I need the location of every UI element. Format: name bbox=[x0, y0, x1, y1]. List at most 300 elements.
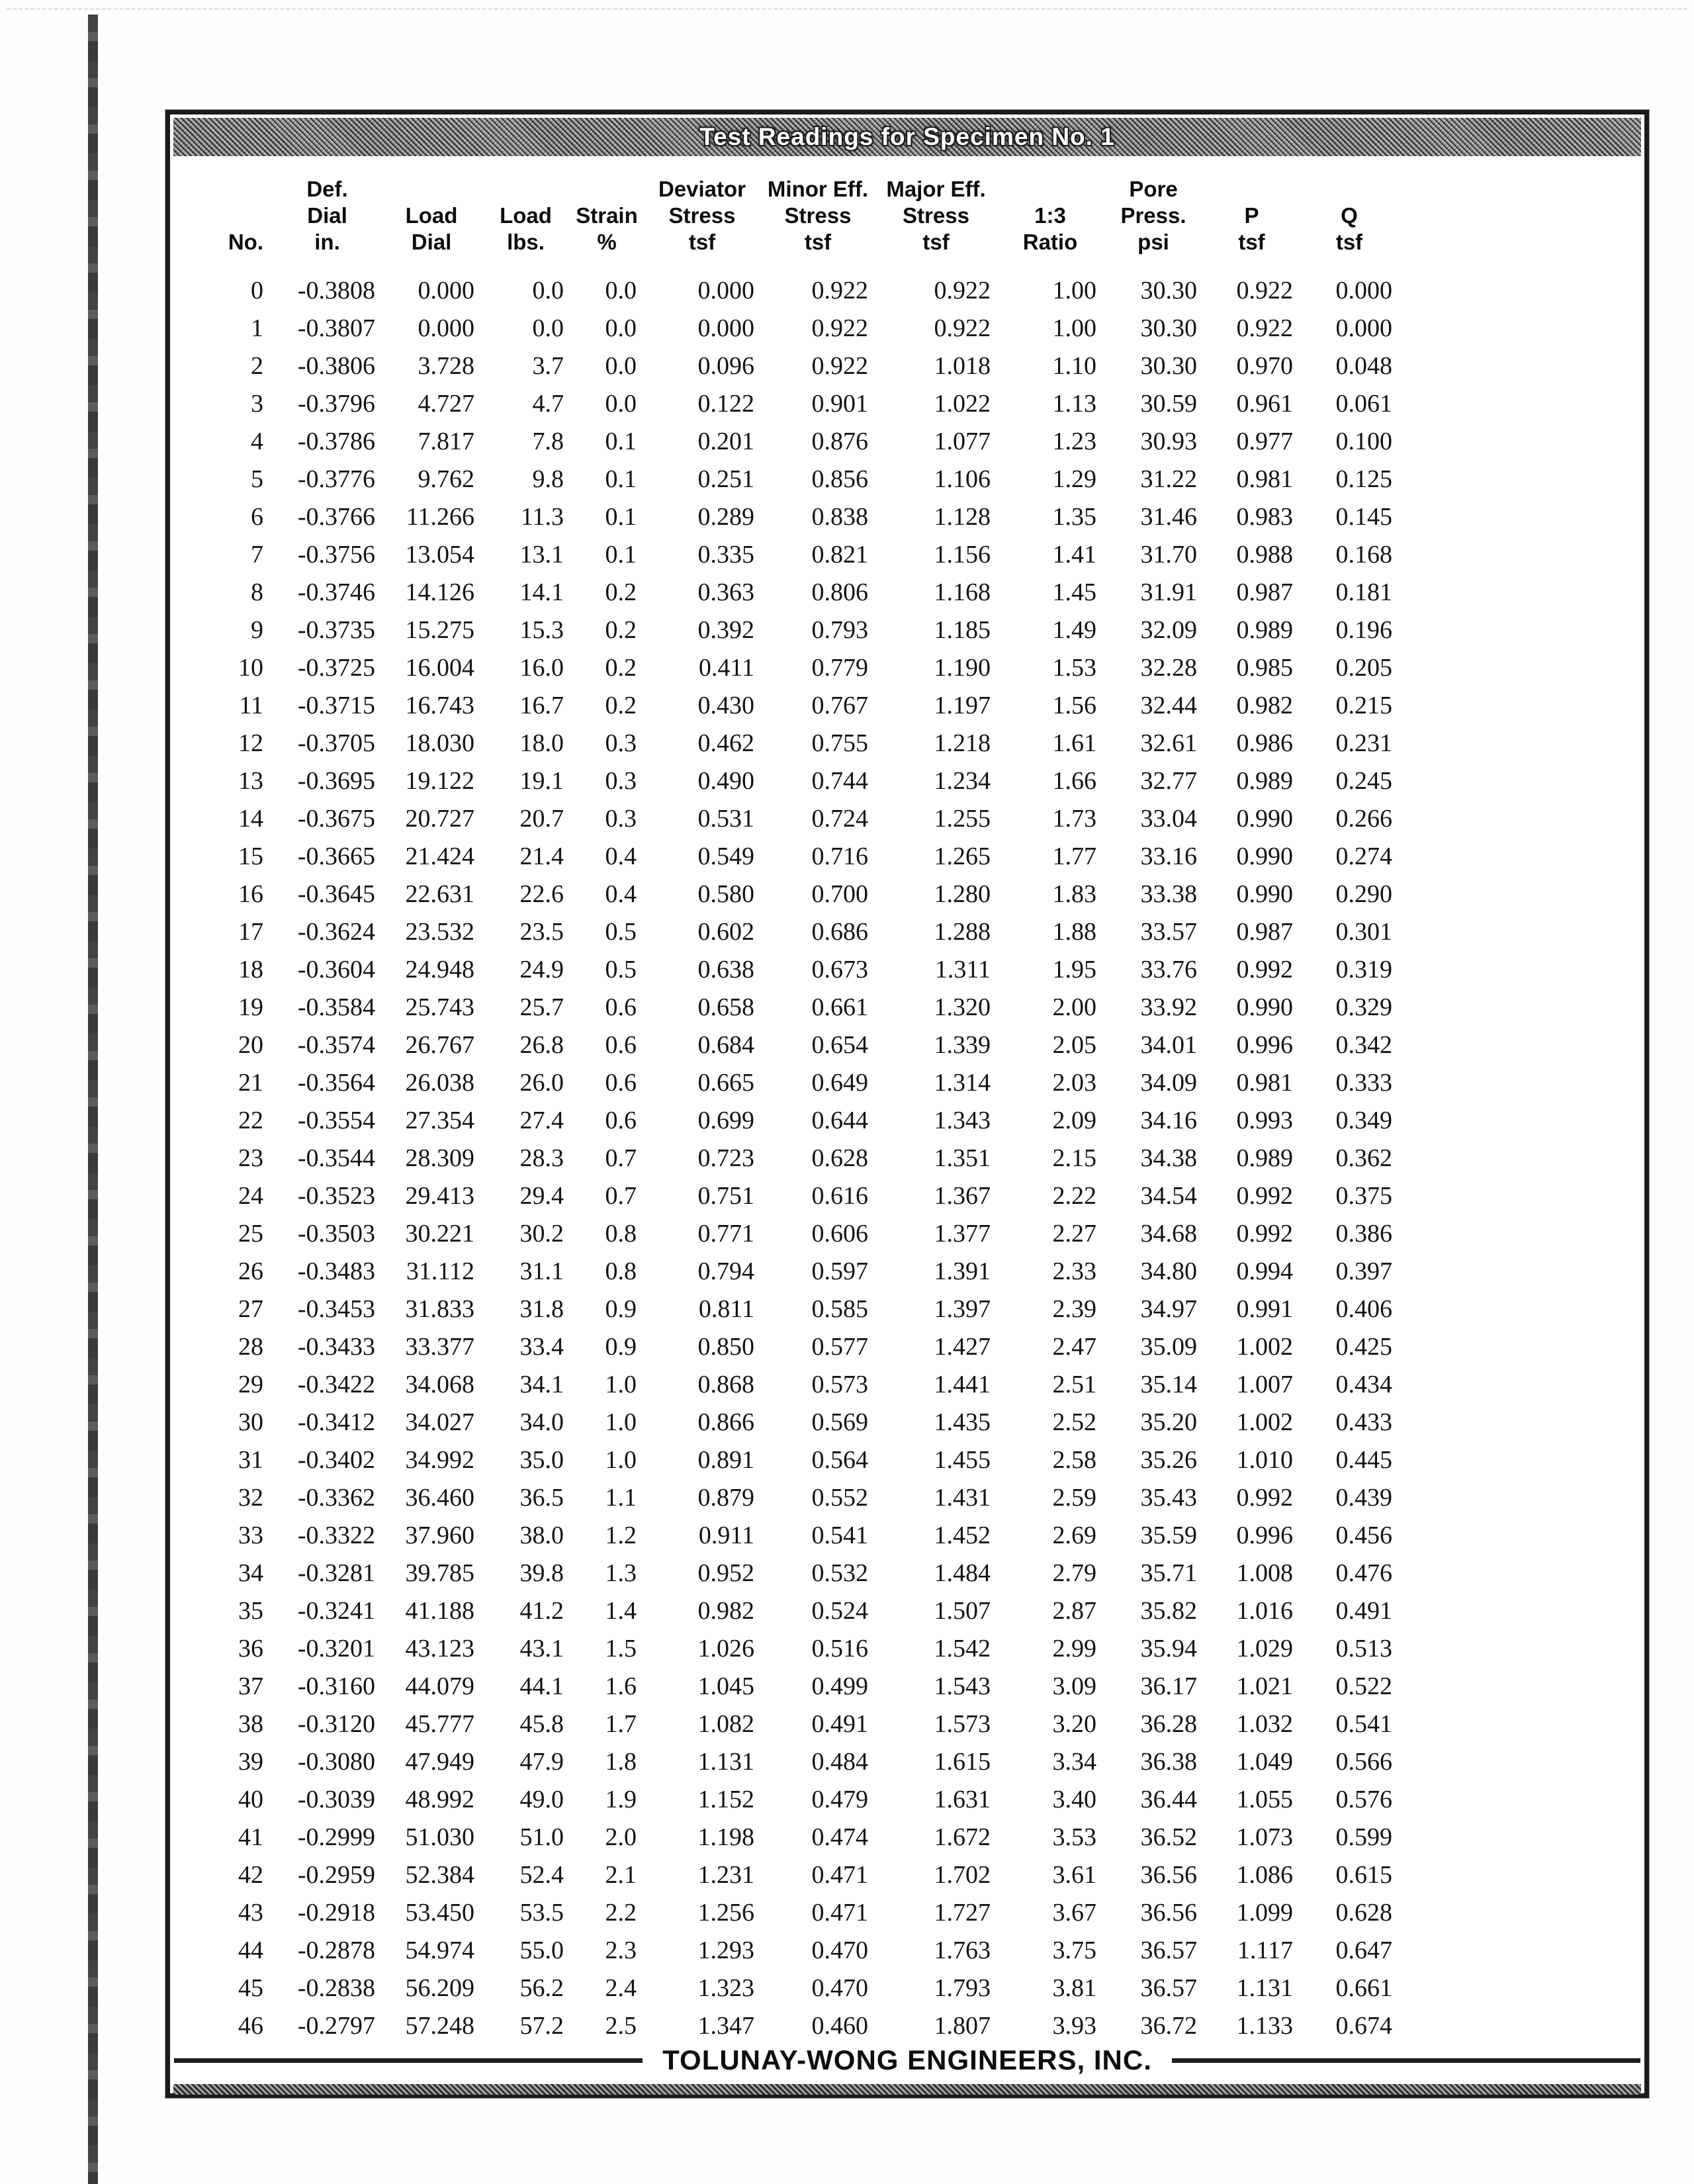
cell-pore-press: 33.16 bbox=[1140, 842, 1197, 870]
cell-ratio: 2.79 bbox=[1052, 1559, 1096, 1587]
cell-load-lbs: 27.4 bbox=[519, 1106, 564, 1134]
cell-minor-eff-stress: 0.471 bbox=[811, 1898, 868, 1927]
cell-def-dial: -0.3564 bbox=[297, 1068, 375, 1097]
cell-strain: 1.0 bbox=[605, 1408, 637, 1436]
cell-q: 0.333 bbox=[1335, 1068, 1392, 1097]
cell-load-lbs: 31.1 bbox=[519, 1257, 564, 1285]
cell-deviator-stress: 0.952 bbox=[697, 1559, 754, 1587]
table-body bbox=[201, 271, 1399, 2044]
cell-major-eff-stress: 1.702 bbox=[934, 1860, 991, 1889]
cell-major-eff-stress: 1.190 bbox=[934, 653, 991, 682]
cell-deviator-stress: 0.251 bbox=[697, 465, 754, 493]
cell-minor-eff-stress: 0.524 bbox=[811, 1596, 868, 1625]
cell-load-dial: 31.833 bbox=[405, 1295, 474, 1323]
cell-pore-press: 36.57 bbox=[1140, 1936, 1197, 1964]
cell-q: 0.145 bbox=[1335, 502, 1392, 531]
cell-p: 1.029 bbox=[1236, 1634, 1293, 1662]
cell-deviator-stress: 1.131 bbox=[697, 1747, 754, 1776]
cell-load-dial: 14.126 bbox=[405, 578, 474, 606]
cell-def-dial: -0.2838 bbox=[297, 1974, 375, 2002]
cell-ratio: 1.00 bbox=[1052, 276, 1096, 304]
cell-ratio: 3.93 bbox=[1052, 2011, 1096, 2040]
cell-q: 0.425 bbox=[1335, 1332, 1392, 1361]
cell-major-eff-stress: 1.218 bbox=[934, 729, 991, 757]
cell-load-lbs: 11.3 bbox=[520, 502, 564, 531]
cell-no: 13 bbox=[238, 766, 263, 795]
cell-p: 0.988 bbox=[1236, 540, 1293, 569]
cell-load-dial: 33.377 bbox=[405, 1332, 474, 1361]
cell-load-lbs: 39.8 bbox=[519, 1559, 564, 1587]
cell-major-eff-stress: 1.320 bbox=[934, 993, 991, 1021]
cell-load-lbs: 22.6 bbox=[519, 880, 564, 908]
cell-minor-eff-stress: 0.597 bbox=[811, 1257, 868, 1285]
cell-deviator-stress: 0.335 bbox=[697, 540, 754, 569]
cell-p: 1.099 bbox=[1236, 1898, 1293, 1927]
cell-q: 0.522 bbox=[1335, 1672, 1392, 1700]
cell-no: 6 bbox=[251, 502, 263, 531]
cell-pore-press: 35.71 bbox=[1140, 1559, 1197, 1587]
cell-load-dial: 57.248 bbox=[405, 2011, 474, 2040]
cell-major-eff-stress: 1.255 bbox=[934, 804, 991, 833]
cell-no: 10 bbox=[238, 653, 263, 682]
cell-ratio: 3.67 bbox=[1052, 1898, 1096, 1927]
cell-pore-press: 36.52 bbox=[1140, 1823, 1197, 1851]
cell-def-dial: -0.3362 bbox=[297, 1483, 375, 1512]
cell-ratio: 1.53 bbox=[1052, 653, 1096, 682]
cell-major-eff-stress: 1.106 bbox=[934, 465, 991, 493]
cell-strain: 0.2 bbox=[605, 615, 637, 644]
cell-no: 27 bbox=[238, 1295, 263, 1323]
cell-pore-press: 33.92 bbox=[1140, 993, 1197, 1021]
cell-no: 4 bbox=[251, 427, 263, 455]
cell-strain: 0.1 bbox=[605, 427, 637, 455]
cell-pore-press: 35.26 bbox=[1140, 1445, 1197, 1474]
cell-deviator-stress: 0.684 bbox=[697, 1030, 754, 1059]
cell-major-eff-stress: 1.280 bbox=[934, 880, 991, 908]
cell-major-eff-stress: 1.631 bbox=[934, 1785, 991, 1813]
cell-minor-eff-stress: 0.628 bbox=[811, 1144, 868, 1172]
cell-no: 39 bbox=[238, 1747, 263, 1776]
table-row bbox=[201, 799, 1399, 837]
cell-q: 0.274 bbox=[1335, 842, 1392, 870]
cell-q: 0.301 bbox=[1335, 917, 1392, 946]
cell-p: 0.982 bbox=[1236, 691, 1293, 719]
cell-load-lbs: 24.9 bbox=[519, 955, 564, 983]
table-row bbox=[201, 2007, 1399, 2044]
cell-load-lbs: 7.8 bbox=[532, 427, 564, 455]
cell-minor-eff-stress: 0.491 bbox=[811, 1709, 868, 1738]
cell-pore-press: 35.09 bbox=[1140, 1332, 1197, 1361]
cell-q: 0.168 bbox=[1335, 540, 1392, 569]
cell-strain: 0.8 bbox=[605, 1219, 637, 1248]
cell-load-dial: 29.413 bbox=[405, 1181, 474, 1210]
cell-minor-eff-stress: 0.661 bbox=[811, 993, 868, 1021]
cell-strain: 0.6 bbox=[605, 1106, 637, 1134]
cell-ratio: 2.03 bbox=[1052, 1068, 1096, 1097]
cell-load-lbs: 26.8 bbox=[519, 1030, 564, 1059]
cell-ratio: 1.66 bbox=[1052, 766, 1096, 795]
cell-q: 0.541 bbox=[1335, 1709, 1392, 1738]
table-row bbox=[201, 1818, 1399, 1856]
cell-major-eff-stress: 1.435 bbox=[934, 1408, 991, 1436]
cell-load-dial: 19.122 bbox=[405, 766, 474, 795]
cell-pore-press: 34.80 bbox=[1140, 1257, 1197, 1285]
cell-strain: 0.5 bbox=[605, 955, 637, 983]
table-row bbox=[201, 724, 1399, 762]
cell-pore-press: 36.72 bbox=[1140, 2011, 1197, 2040]
cell-load-lbs: 16.0 bbox=[519, 653, 564, 682]
cell-strain: 0.1 bbox=[605, 540, 637, 569]
cell-q: 0.290 bbox=[1335, 880, 1392, 908]
cell-load-lbs: 13.1 bbox=[519, 540, 564, 569]
column-header-major-eff-stress: Major Eff. Stress tsf bbox=[886, 177, 986, 254]
cell-load-dial: 21.424 bbox=[405, 842, 474, 870]
cell-q: 0.386 bbox=[1335, 1219, 1392, 1248]
cell-pore-press: 34.38 bbox=[1140, 1144, 1197, 1172]
cell-load-lbs: 31.8 bbox=[519, 1295, 564, 1323]
cell-p: 0.996 bbox=[1236, 1521, 1293, 1549]
column-header-no: No. bbox=[228, 230, 263, 254]
cell-load-lbs: 19.1 bbox=[519, 766, 564, 795]
cell-p: 1.032 bbox=[1236, 1709, 1293, 1738]
cell-deviator-stress: 1.256 bbox=[697, 1898, 754, 1927]
table-row bbox=[201, 1252, 1399, 1290]
cell-load-lbs: 45.8 bbox=[519, 1709, 564, 1738]
cell-no: 2 bbox=[251, 351, 263, 380]
cell-deviator-stress: 0.982 bbox=[697, 1596, 754, 1625]
cell-load-lbs: 21.4 bbox=[519, 842, 564, 870]
table-row bbox=[201, 1516, 1399, 1554]
cell-q: 0.196 bbox=[1335, 615, 1392, 644]
cell-load-lbs: 53.5 bbox=[519, 1898, 564, 1927]
table-row bbox=[201, 1214, 1399, 1252]
cell-load-lbs: 0.0 bbox=[532, 276, 564, 304]
cell-strain: 0.0 bbox=[605, 276, 637, 304]
cell-major-eff-stress: 1.543 bbox=[934, 1672, 991, 1700]
cell-def-dial: -0.3695 bbox=[297, 766, 375, 795]
cell-pore-press: 34.54 bbox=[1140, 1181, 1197, 1210]
cell-minor-eff-stress: 0.724 bbox=[811, 804, 868, 833]
cell-strain: 1.0 bbox=[605, 1445, 637, 1474]
frame-bottom-edge bbox=[173, 2084, 1641, 2095]
cell-deviator-stress: 0.096 bbox=[697, 351, 754, 380]
cell-major-eff-stress: 1.727 bbox=[934, 1898, 991, 1927]
cell-pore-press: 34.01 bbox=[1140, 1030, 1197, 1059]
cell-ratio: 2.15 bbox=[1052, 1144, 1096, 1172]
cell-p: 0.970 bbox=[1236, 351, 1293, 380]
cell-q: 0.000 bbox=[1335, 276, 1392, 304]
cell-pore-press: 35.59 bbox=[1140, 1521, 1197, 1549]
cell-q: 0.647 bbox=[1335, 1936, 1392, 1964]
cell-major-eff-stress: 1.427 bbox=[934, 1332, 991, 1361]
cell-minor-eff-stress: 0.499 bbox=[811, 1672, 868, 1700]
cell-minor-eff-stress: 0.474 bbox=[811, 1823, 868, 1851]
cell-pore-press: 32.44 bbox=[1140, 691, 1197, 719]
cell-load-dial: 56.209 bbox=[405, 1974, 474, 2002]
cell-strain: 0.9 bbox=[605, 1295, 637, 1323]
cell-pore-press: 33.38 bbox=[1140, 880, 1197, 908]
cell-deviator-stress: 0.794 bbox=[697, 1257, 754, 1285]
cell-minor-eff-stress: 0.767 bbox=[811, 691, 868, 719]
cell-deviator-stress: 1.026 bbox=[697, 1634, 754, 1662]
cell-q: 0.445 bbox=[1335, 1445, 1392, 1474]
cell-q: 0.100 bbox=[1335, 427, 1392, 455]
cell-load-lbs: 34.0 bbox=[519, 1408, 564, 1436]
cell-def-dial: -0.3776 bbox=[297, 465, 375, 493]
cell-ratio: 1.00 bbox=[1052, 314, 1096, 342]
column-header-ratio: 1:3 Ratio bbox=[1022, 203, 1078, 254]
column-header-def-dial: Def. Dial in. bbox=[306, 177, 348, 254]
report-frame bbox=[165, 110, 1649, 2098]
cell-q: 0.349 bbox=[1335, 1106, 1392, 1134]
cell-pore-press: 35.14 bbox=[1140, 1370, 1197, 1398]
cell-no: 8 bbox=[251, 578, 263, 606]
cell-load-dial: 3.728 bbox=[418, 351, 474, 380]
table-row bbox=[201, 988, 1399, 1026]
cell-load-dial: 48.992 bbox=[405, 1785, 474, 1813]
cell-minor-eff-stress: 0.755 bbox=[811, 729, 868, 757]
cell-strain: 1.8 bbox=[605, 1747, 637, 1776]
cell-p: 0.993 bbox=[1236, 1106, 1293, 1134]
cell-load-dial: 34.992 bbox=[405, 1445, 474, 1474]
cell-no: 16 bbox=[238, 880, 263, 908]
cell-no: 24 bbox=[238, 1181, 263, 1210]
column-header-q: Q tsf bbox=[1335, 203, 1363, 254]
cell-p: 0.983 bbox=[1236, 502, 1293, 531]
table-row bbox=[201, 1856, 1399, 1893]
cell-load-dial: 45.777 bbox=[405, 1709, 474, 1738]
cell-major-eff-stress: 1.397 bbox=[934, 1295, 991, 1323]
cell-major-eff-stress: 1.022 bbox=[934, 389, 991, 418]
cell-strain: 2.4 bbox=[605, 1974, 637, 2002]
cell-minor-eff-stress: 0.479 bbox=[811, 1785, 868, 1813]
cell-q: 0.434 bbox=[1335, 1370, 1392, 1398]
footer-band bbox=[174, 2044, 1640, 2076]
cell-strain: 0.0 bbox=[605, 351, 637, 380]
cell-pore-press: 36.28 bbox=[1140, 1709, 1197, 1738]
cell-deviator-stress: 1.152 bbox=[697, 1785, 754, 1813]
cell-p: 1.133 bbox=[1236, 2011, 1293, 2040]
cell-def-dial: -0.3201 bbox=[297, 1634, 375, 1662]
cell-def-dial: -0.3080 bbox=[297, 1747, 375, 1776]
cell-load-lbs: 20.7 bbox=[519, 804, 564, 833]
cell-strain: 0.0 bbox=[605, 389, 637, 418]
table-row bbox=[201, 271, 1399, 309]
cell-minor-eff-stress: 0.644 bbox=[811, 1106, 868, 1134]
cell-def-dial: -0.3574 bbox=[297, 1030, 375, 1059]
cell-load-lbs: 15.3 bbox=[519, 615, 564, 644]
cell-no: 0 bbox=[251, 276, 263, 304]
cell-no: 5 bbox=[251, 465, 263, 493]
cell-def-dial: -0.2918 bbox=[297, 1898, 375, 1927]
cell-load-dial: 16.743 bbox=[405, 691, 474, 719]
table-row bbox=[201, 1969, 1399, 2007]
cell-p: 0.961 bbox=[1236, 389, 1293, 418]
cell-strain: 2.3 bbox=[605, 1936, 637, 1964]
cell-minor-eff-stress: 0.470 bbox=[811, 1974, 868, 2002]
cell-pore-press: 34.16 bbox=[1140, 1106, 1197, 1134]
cell-p: 0.987 bbox=[1236, 917, 1293, 946]
cell-def-dial: -0.3624 bbox=[297, 917, 375, 946]
cell-p: 0.994 bbox=[1236, 1257, 1293, 1285]
cell-deviator-stress: 0.911 bbox=[698, 1521, 754, 1549]
cell-p: 1.073 bbox=[1236, 1823, 1293, 1851]
cell-pore-press: 30.30 bbox=[1140, 276, 1197, 304]
cell-pore-press: 35.94 bbox=[1140, 1634, 1197, 1662]
table-row bbox=[201, 535, 1399, 573]
cell-load-dial: 26.038 bbox=[405, 1068, 474, 1097]
cell-load-dial: 39.785 bbox=[405, 1559, 474, 1587]
cell-deviator-stress: 0.891 bbox=[697, 1445, 754, 1474]
cell-load-dial: 43.123 bbox=[405, 1634, 474, 1662]
cell-q: 0.362 bbox=[1335, 1144, 1392, 1172]
cell-def-dial: -0.3554 bbox=[297, 1106, 375, 1134]
cell-minor-eff-stress: 0.569 bbox=[811, 1408, 868, 1436]
cell-load-lbs: 38.0 bbox=[519, 1521, 564, 1549]
cell-major-eff-stress: 1.156 bbox=[934, 540, 991, 569]
cell-major-eff-stress: 0.922 bbox=[934, 314, 991, 342]
cell-pore-press: 32.61 bbox=[1140, 729, 1197, 757]
cell-load-lbs: 4.7 bbox=[532, 389, 564, 418]
cell-strain: 0.6 bbox=[605, 1030, 637, 1059]
cell-ratio: 2.39 bbox=[1052, 1295, 1096, 1323]
cell-pore-press: 36.56 bbox=[1140, 1898, 1197, 1927]
table-row bbox=[201, 1554, 1399, 1592]
cell-minor-eff-stress: 0.573 bbox=[811, 1370, 868, 1398]
cell-load-dial: 30.221 bbox=[405, 1219, 474, 1248]
table-row bbox=[201, 1931, 1399, 1969]
cell-no: 22 bbox=[238, 1106, 263, 1134]
cell-load-dial: 20.727 bbox=[405, 804, 474, 833]
table-row bbox=[201, 422, 1399, 460]
cell-ratio: 2.09 bbox=[1052, 1106, 1096, 1134]
cell-ratio: 3.40 bbox=[1052, 1785, 1096, 1813]
cell-no: 3 bbox=[251, 389, 263, 418]
cell-q: 0.674 bbox=[1335, 2011, 1392, 2040]
cell-no: 35 bbox=[238, 1596, 263, 1625]
cell-q: 0.125 bbox=[1335, 465, 1392, 493]
cell-p: 1.008 bbox=[1236, 1559, 1293, 1587]
cell-def-dial: -0.3422 bbox=[297, 1370, 375, 1398]
cell-def-dial: -0.3665 bbox=[297, 842, 375, 870]
cell-load-dial: 18.030 bbox=[405, 729, 474, 757]
cell-minor-eff-stress: 0.516 bbox=[811, 1634, 868, 1662]
cell-deviator-stress: 0.549 bbox=[697, 842, 754, 870]
cell-def-dial: -0.3039 bbox=[297, 1785, 375, 1813]
cell-load-dial: 54.974 bbox=[405, 1936, 474, 1964]
cell-load-dial: 25.743 bbox=[405, 993, 474, 1021]
cell-def-dial: -0.3766 bbox=[297, 502, 375, 531]
cell-strain: 0.2 bbox=[605, 578, 637, 606]
cell-minor-eff-stress: 0.716 bbox=[811, 842, 868, 870]
cell-minor-eff-stress: 0.673 bbox=[811, 955, 868, 983]
cell-q: 0.433 bbox=[1335, 1408, 1392, 1436]
cell-q: 0.231 bbox=[1335, 729, 1392, 757]
cell-minor-eff-stress: 0.532 bbox=[811, 1559, 868, 1587]
cell-def-dial: -0.3645 bbox=[297, 880, 375, 908]
cell-major-eff-stress: 1.197 bbox=[934, 691, 991, 719]
cell-p: 0.991 bbox=[1236, 1295, 1293, 1323]
cell-ratio: 3.09 bbox=[1052, 1672, 1096, 1700]
cell-load-lbs: 0.0 bbox=[532, 314, 564, 342]
test-readings-table bbox=[201, 176, 1399, 2044]
table-row bbox=[201, 347, 1399, 385]
cell-ratio: 1.10 bbox=[1052, 351, 1096, 380]
cell-major-eff-stress: 1.615 bbox=[934, 1747, 991, 1776]
cell-pore-press: 33.04 bbox=[1140, 804, 1197, 833]
cell-no: 32 bbox=[238, 1483, 263, 1512]
cell-strain: 1.6 bbox=[605, 1672, 637, 1700]
cell-minor-eff-stress: 0.922 bbox=[811, 276, 868, 304]
cell-def-dial: -0.3544 bbox=[297, 1144, 375, 1172]
cell-load-lbs: 33.4 bbox=[519, 1332, 564, 1361]
cell-strain: 2.2 bbox=[605, 1898, 637, 1927]
cell-minor-eff-stress: 0.470 bbox=[811, 1936, 868, 1964]
cell-minor-eff-stress: 0.686 bbox=[811, 917, 868, 946]
cell-ratio: 2.27 bbox=[1052, 1219, 1096, 1248]
cell-major-eff-stress: 1.185 bbox=[934, 615, 991, 644]
cell-def-dial: -0.3412 bbox=[297, 1408, 375, 1436]
cell-def-dial: -0.2999 bbox=[297, 1823, 375, 1851]
column-header-deviator-stress: Deviator Stress tsf bbox=[658, 177, 746, 254]
cell-p: 1.049 bbox=[1236, 1747, 1293, 1776]
footer-rule-right bbox=[1172, 2058, 1640, 2063]
cell-pore-press: 35.82 bbox=[1140, 1596, 1197, 1625]
cell-deviator-stress: 0.771 bbox=[697, 1219, 754, 1248]
cell-major-eff-stress: 1.672 bbox=[934, 1823, 991, 1851]
table-title: Test Readings for Specimen No. 1 bbox=[699, 123, 1115, 150]
cell-load-dial: 11.266 bbox=[406, 502, 474, 531]
cell-strain: 0.3 bbox=[605, 729, 637, 757]
cell-def-dial: -0.3715 bbox=[297, 691, 375, 719]
cell-strain: 0.9 bbox=[605, 1332, 637, 1361]
footer-rule-left bbox=[174, 2058, 643, 2063]
cell-load-lbs: 41.2 bbox=[519, 1596, 564, 1625]
cell-major-eff-stress: 1.763 bbox=[934, 1936, 991, 1964]
cell-no: 42 bbox=[238, 1860, 263, 1889]
cell-major-eff-stress: 1.793 bbox=[934, 1974, 991, 2002]
cell-deviator-stress: 0.638 bbox=[697, 955, 754, 983]
cell-pore-press: 32.09 bbox=[1140, 615, 1197, 644]
table-row bbox=[201, 1177, 1399, 1214]
cell-no: 31 bbox=[238, 1445, 263, 1474]
cell-ratio: 2.99 bbox=[1052, 1634, 1096, 1662]
cell-no: 36 bbox=[238, 1634, 263, 1662]
cell-pore-press: 32.77 bbox=[1140, 766, 1197, 795]
cell-major-eff-stress: 1.441 bbox=[934, 1370, 991, 1398]
cell-deviator-stress: 0.411 bbox=[698, 653, 754, 682]
cell-def-dial: -0.3756 bbox=[297, 540, 375, 569]
cell-p: 1.131 bbox=[1236, 1974, 1293, 2002]
cell-deviator-stress: 0.462 bbox=[697, 729, 754, 757]
table-row bbox=[201, 913, 1399, 950]
header-row bbox=[201, 176, 1399, 271]
cell-ratio: 1.13 bbox=[1052, 389, 1096, 418]
cell-q: 0.599 bbox=[1335, 1823, 1392, 1851]
cell-pore-press: 36.57 bbox=[1140, 1974, 1197, 2002]
cell-load-lbs: 14.1 bbox=[519, 578, 564, 606]
cell-q: 0.205 bbox=[1335, 653, 1392, 682]
cell-pore-press: 34.09 bbox=[1140, 1068, 1197, 1097]
cell-q: 0.375 bbox=[1335, 1181, 1392, 1210]
cell-major-eff-stress: 1.507 bbox=[934, 1596, 991, 1625]
cell-ratio: 1.23 bbox=[1052, 427, 1096, 455]
cell-p: 0.989 bbox=[1236, 615, 1293, 644]
column-header-strain: Strain % bbox=[576, 203, 638, 254]
cell-load-lbs: 35.0 bbox=[519, 1445, 564, 1474]
cell-load-lbs: 18.0 bbox=[519, 729, 564, 757]
cell-no: 33 bbox=[238, 1521, 263, 1549]
